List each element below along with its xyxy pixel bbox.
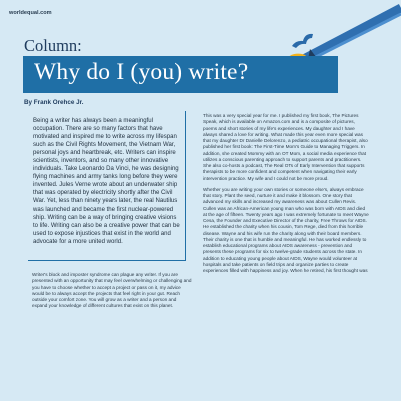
right-paragraph-1: This was a very special year for me. I published my first book, The Pictures Speak, which is available on Amazon.com and is a composite of pictures, poems and short stories of my life's experiences. My daughter and I have always shared a love for writing. What made this year even more special was that my daughter Dr Danielle Delorenzo, a pediatric occupational therapist, also published her first book: The First-Time Mom's Guide to Managing Triggers. In addition, she created Mommy with an OT Mom, a social media experience that utilizes a conscious parenting approach to support parents and practitioners. She also co-hosts a podcast, The Real OTs of Early Intervention that supports therapists to be more confident and competent when navigating their early intervention practice. My wife and I could not be more proud.	[203, 113, 368, 181]
right-column	[203, 113, 370, 279]
left-body-paragraph: Writer's block and imposter syndrome can plague any writer. If you are presented with an opportunity that may feel overwhelming or challenging and you have to choose whether to accept a project or pass on it, my advice would be to always accept the projects that feel right in your gut. Reach outside your comfort zone. You will grow as a writer and a person and expand your knowledge of different cultures that exist on this planet.	[32, 272, 192, 309]
lead-paragraph: Being a writer has always been a meaningful occupation. There are so many factors that have motivated and inspired me to write across my lifespan such as the Civil Rights Movement, the Vietnam War, personal joys and heartbreak, etc. Writers can inspire scientists, inventors, and so many other innovative individuals. Take Leonardo Da Vinci, he was designing flying machines and army tanks long before they were invented. Jules Verne wrote about an underwater ship that was operated by electricity shortly after the Civil War. Yet, less than ninety years later, the real Nautilus was launched and became the first nuclear-powered ship. Writing can be a way of bringing creative visions to life. Writing can also be a creative power that can be used to expose injustices that exist in the world and advocate for a more united world.	[33, 118, 180, 245]
article-title: Why do I (you) write?	[34, 59, 249, 85]
right-paragraph-2: Whether you are writing your own stories or someone else's, always embrace that story. Plant the seed, nurture it and make it blossom. One story that advanced my skills and increased my awareness was about Cullen Revis. Cullen was an African-American young man who was born with AIDS and died at the age of fifteen. Twenty years ago I was extremely fortunate to meet Wayne Cesa, the Founder and Executive Director of the charity, Free Throws for AIDS. He established the charity when his cousin, Tom Rege, died from this horrible disease. Wayne and his wife run the charity along with their board members. Their charity is one that is humble and meaningful. He has worked endlessly to establish educational programs about AIDS awareness - prevention and presents these programs for six to twelve-grade students across the state. In addition to educating young people about AIDS, Wayne would volunteer at hospitals and take patients on field trips and organize parties to create experiences filled with happiness and joy. When he retired, his first thought was	[203, 186, 369, 273]
byline: By Frank Orehce Jr.	[24, 99, 84, 106]
site-url: worldequal.com	[9, 10, 52, 16]
section-label: Column:	[24, 36, 82, 55]
title-banner	[23, 56, 338, 93]
